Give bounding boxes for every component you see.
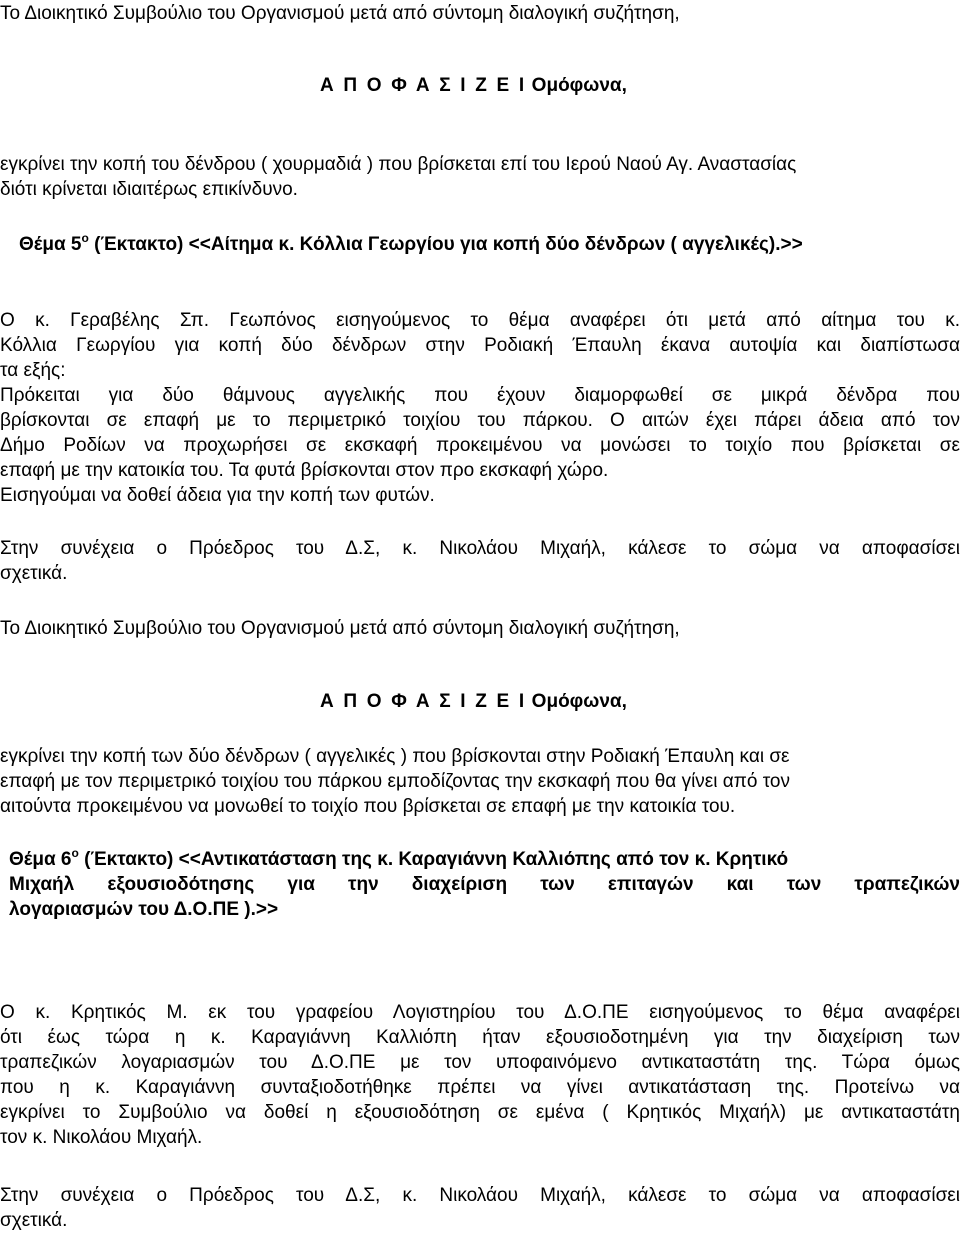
- intro-paragraph-1: Το Διοικητικό Συμβούλιο του Οργανισμού μετά από σύντομη διαλογική συζήτηση,: [0, 3, 680, 24]
- topic-5-proposal: Εισηγούμαι να δοθεί άδεια για την κοπή των φυτών.: [0, 485, 435, 506]
- topic-6-para-line-1: Ο κ. Κρητικός Μ. εκ του γραφείου Λογιστηρίου του Δ.Ο.ΠΕ εισηγούμενος το θέμα αναφέρει: [0, 1002, 960, 1023]
- decision-1-line-2: διότι κρίνεται ιδιαιτέρως επικίνδυνο.: [0, 179, 298, 200]
- topic-5-prefix: Θέμα 5: [19, 234, 82, 255]
- topic-5-heading: [19, 233, 803, 257]
- decision-heading-2: [320, 690, 627, 714]
- decision-2-line-3: αιτούντα προκειμένου να μονωθεί το τοιχίο που βρίσκεται σε επαφή με την κατοικία του.: [0, 796, 736, 817]
- topic-6-prefix: Θέμα 6: [9, 849, 72, 870]
- president-call-1-line-1: Στην συνέχεια ο Πρόεδρος του Δ.Σ, κ. Νικολάου Μιχαήλ, κάλεσε το σώμα να αποφασίσει: [0, 538, 960, 559]
- topic-6-title-part-1: (Έκτακτο) <<Αντικατάσταση της κ. Καραγιάννη Καλλιόπης από τον κ. Κρητικό: [78, 849, 789, 870]
- decision-unanimous: Ομόφωνα,: [526, 75, 627, 96]
- topic-5-para-1-line-1: Ο κ. Γεραβέλης Σπ. Γεωπόνος εισηγούμενος το θέμα αναφέρει ότι μετά από αίτημα του κ.: [0, 310, 960, 331]
- decision-2-line-2: επαφή με τον περιμετρικό τοιχίου του πάρκου εμποδίζοντας την εκσκαφή που θα γίνει από τον: [0, 771, 791, 792]
- topic-6-para-line-6: τον κ. Νικολάου Μιχαήλ.: [0, 1127, 203, 1148]
- topic-5-para-2-line-2: βρίσκονται σε επαφή με το περιμετρικό τοιχίου του πάρκου. Ο αιτών έχει πάρει άδεια από τον: [0, 410, 960, 431]
- president-call-2-line-2: σχετικά.: [0, 1210, 68, 1231]
- decision-unanimous: Ομόφωνα,: [526, 691, 627, 712]
- president-call-2-line-1: Στην συνέχεια ο Πρόεδρος του Δ.Σ, κ. Νικολάου Μιχαήλ, κάλεσε το σώμα να αποφασίσει: [0, 1185, 960, 1206]
- decision-heading-1: [320, 74, 627, 98]
- topic-6-ordinal: ο: [71, 846, 79, 860]
- topic-5-title: (Έκτακτο) <<Αίτημα κ. Κόλλια Γεωργίου για κοπή δύο δένδρων ( αγγελικές).>>: [88, 234, 803, 255]
- topic-6-para-line-3: τραπεζικών λογαριασμών του Δ.Ο.ΠΕ με τον υποφαινόμενο αντικαταστάτη της. Τώρα όμως: [0, 1052, 960, 1073]
- topic-5-para-2-line-4: επαφή με την κατοικία του. Τα φυτά βρίσκονται στον προ εκσκαφή χώρο.: [0, 460, 609, 481]
- topic-5-para-2-line-3: Δήμο Ροδίων να προχωρήσει σε εκσκαφή προκειμένου να μονώσει το τοιχίο που βρίσκεται σε: [0, 435, 960, 456]
- topic-6-heading-line-2: Μιχαήλ εξουσιοδότησης για την διαχείριση των επιταγών και των τραπεζικών: [9, 874, 960, 895]
- topic-6-heading-line-3: λογαριασμών του Δ.Ο.ΠΕ ).>>: [9, 899, 279, 920]
- decision-word: Α Π Ο Φ Α Σ Ι Ζ Ε Ι: [320, 75, 527, 96]
- intro-paragraph-2: Το Διοικητικό Συμβούλιο του Οργανισμού μετά από σύντομη διαλογική συζήτηση,: [0, 618, 680, 639]
- topic-6-para-line-5: εγκρίνει το Συμβούλιο να δοθεί η εξουσιοδότηση σε εμένα ( Κρητικός Μιχαήλ) με αντικαταστάτη: [0, 1102, 960, 1123]
- topic-6-para-line-4: που η κ. Καραγιάννη συνταξιοδοτήθηκε πρέπει να γίνει αντικατάσταση της. Προτείνω να: [0, 1077, 960, 1098]
- decision-word: Α Π Ο Φ Α Σ Ι Ζ Ε Ι: [320, 691, 527, 712]
- decision-2-line-1: εγκρίνει την κοπή των δύο δένδρων ( αγγελικές ) που βρίσκονται στην Ροδιακή Έπαυλη και σε: [0, 746, 790, 767]
- president-call-1-line-2: σχετικά.: [0, 563, 68, 584]
- topic-5-para-2-line-1: Πρόκειται για δύο θάμνους αγγελικής που έχουν διαμορφωθεί σε μικρά δένδρα που: [0, 385, 960, 406]
- topic-5-para-1-line-3: τα εξής:: [0, 360, 66, 381]
- topic-5-para-1-line-2: Κόλλια Γεωργίου για κοπή δύο δένδρων στην Ροδιακή Έπαυλη έκανα αυτοψία και διαπίστωσα: [0, 335, 960, 356]
- topic-6-heading-line-1: [9, 848, 788, 872]
- decision-1-line-1: εγκρίνει την κοπή του δένδρου ( χουρμαδιά ) που βρίσκεται επί του Ιερού Ναού Αγ. Αναστασίας: [0, 154, 797, 175]
- topic-6-para-line-2: ότι έως τώρα η κ. Καραγιάννη Καλλιόπη ήταν εξουσιοδοτημένη για την διαχείριση των: [0, 1027, 960, 1048]
- topic-5-ordinal: ο: [81, 231, 89, 245]
